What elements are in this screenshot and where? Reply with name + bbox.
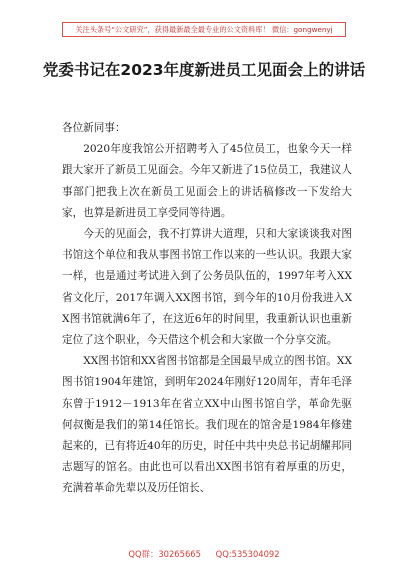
- qq-group-text: QQ群：30265665: [128, 549, 201, 559]
- paragraph-1: 2020年度我馆公开招聘考入了45位员工，也象今天一样跟大家开了新员工见面会。今年又新进了15位员工，我建议人事部门把我上次在新员工见面会上的讲话稿修改一下发给大家，也算是新进员工享受同等待遇。: [62, 143, 352, 219]
- paragraph-3: XX图书馆和XX省图书馆都是全国最早成立的图书馆。XX图书馆1904年建馆，到明年2024年刚好120周年，青年毛泽东曾于1912－1913年在省立XX中山图书馆自学，革命先驱何叔衡是我们的第14任馆长。我们现在的馆舍是1984年修建起来的，已有将近40年的历史，时任中共中央总书记胡耀邦同志题写的馆名。由此也可以看出XX图书馆有着厚重的历史，充满着革命先辈以及历任馆长、: [62, 355, 352, 495]
- document-body: [62, 118, 352, 500]
- header-banner: 关注头条号“公文研究”，获得最新最全最专业的公文资料库！ 微信：gongwenyj: [62, 22, 346, 37]
- paragraph-2: 今天的见面会，我不打算讲大道理，只和大家谈谈我对图书馆这个单位和我从事图书馆工作以来的一些认识。我跟大家一样，也是通过考试进入到了公务员队伍的，1997年考入XX省文化厅，2017年调入XX图书馆，到今年的10月份我进入XX图书馆就满6年了，在这近6年的时间里，我重新认识也重新定位了这个职业，今天借这个机会和大家做一个分享交流。: [62, 228, 352, 347]
- qq-number-text: QQ:535304092: [215, 549, 280, 559]
- footer-contact: [0, 548, 408, 560]
- document-title: 党委书记在2023年度新进员工见面会上的讲话: [42, 61, 366, 79]
- salutation: 各位新同事：: [62, 122, 126, 134]
